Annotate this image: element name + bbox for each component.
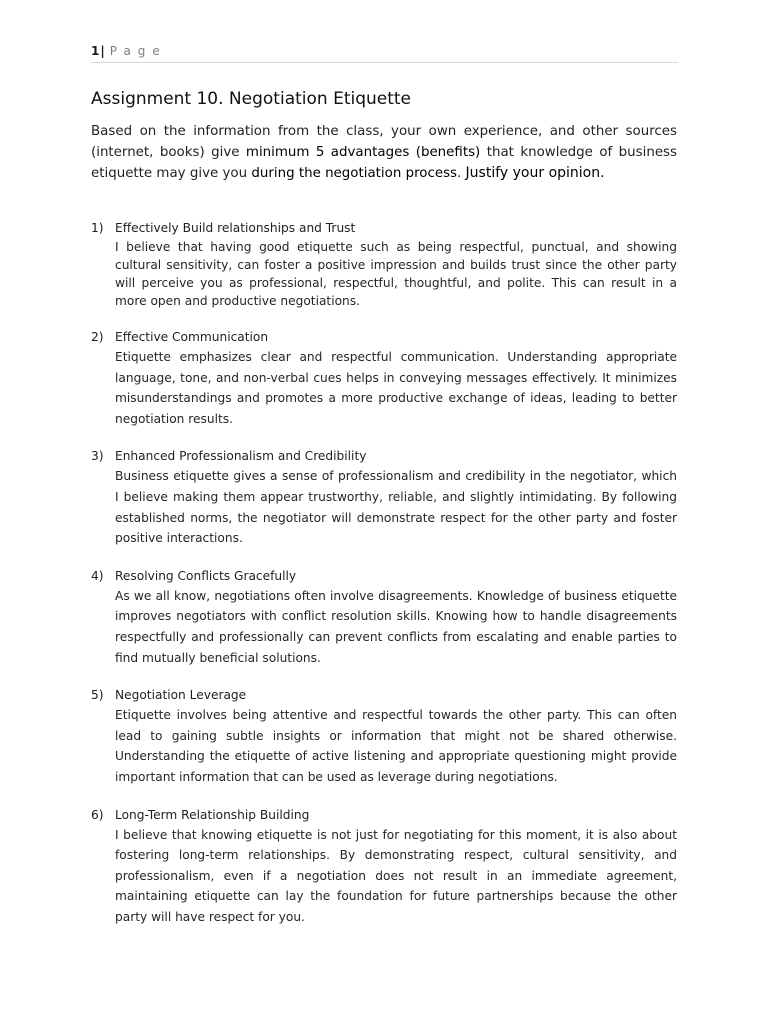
item-heading: Effectively Build relationships and Trust: [115, 221, 356, 235]
advantages-list: [91, 218, 677, 944]
item-heading: Enhanced Professionalism and Credibility: [115, 449, 367, 464]
list-item: [91, 218, 677, 310]
item-body: I believe that knowing etiquette is not just for negotiating for this moment, it is also about fostering long-term relationships. By demonstrating respect, cultural sensitivity, and professionalism, even if a negotiation does not result in an immediate agreement, maintaining etiquette can lay the foundation for future partnerships because the other party will have respect for you.: [115, 827, 677, 924]
item-heading: Effective Communication: [115, 330, 269, 344]
item-heading: Negotiation Leverage: [115, 688, 247, 703]
item-heading: Resolving Conflicts Gracefully: [115, 568, 297, 583]
item-number: 2): [91, 330, 104, 344]
page-number: 1: [91, 44, 100, 58]
item-body: As we all know, negotiations often involve disagreements. Knowledge of business etiquette improves negotiators with conflict resolution skills. Knowing how to handle disagreements respectfully and professionally can prevent conflicts from escalating and enable parties to find mutually beneficial solutions.: [115, 588, 677, 665]
item-number: 3): [91, 449, 104, 464]
item-body: Etiquette emphasizes clear and respectful communication. Understanding appropriate language, tone, and non-verbal cues helps in conveying messages effectively. It minimizes misunderstandings and promotes a more productive exchange of ideas, leading to better negotiation results.: [115, 350, 677, 426]
item-number: 1): [91, 221, 104, 235]
item-body: Etiquette involves being attentive and respectful towards the other party. This can often lead to gaining subtle insights or information that might not be shared otherwise. Understanding the etiquette of active listening and appropriate questioning might provide important information that can be used as leverage during negotiations.: [115, 708, 677, 784]
intro-emphasis-process: during the negotiation process: [251, 166, 458, 181]
list-item: [91, 566, 677, 668]
item-number: 6): [91, 807, 104, 822]
intro-text-3: .: [457, 166, 466, 181]
list-item: [91, 327, 677, 429]
intro-paragraph: [91, 122, 677, 185]
intro-text-2: that knowledge of business etiquette may give you: [91, 144, 678, 181]
item-number: 5): [91, 688, 104, 703]
page-label: Page: [109, 44, 167, 58]
list-item: [91, 446, 677, 548]
intro-emphasis-advantages: minimum 5 advantages (benefits): [245, 144, 481, 160]
page-separator: |: [100, 44, 105, 58]
intro-emphasis-justify: Justify your opinion.: [465, 165, 605, 181]
page-header: [91, 43, 678, 63]
item-heading: Long-Term Relationship Building: [115, 807, 310, 822]
item-number: 4): [91, 568, 104, 583]
list-item: [91, 805, 677, 928]
list-item: [91, 685, 677, 787]
intro-text-1: Based on the information from the class, your own experience, and other sources (internet, books) give: [91, 124, 677, 160]
item-body: I believe that having good etiquette such as being respectful, punctual, and showing cultural sensitivity, can foster a positive impression and builds trust since the other party will perceive you as professional, respectful, thoughtful, and polite. This can result in a more open and productive negotiations.: [115, 240, 677, 308]
assignment-title: Assignment 10. Negotiation Etiquette: [91, 89, 412, 109]
item-body: Business etiquette gives a sense of professionalism and credibility in the negotiator, which I believe making them appear trustworthy, reliable, and slightly intimidating. By following established norms, the negotiator will demonstrate respect for the other party and foster positive interactions.: [115, 469, 677, 546]
